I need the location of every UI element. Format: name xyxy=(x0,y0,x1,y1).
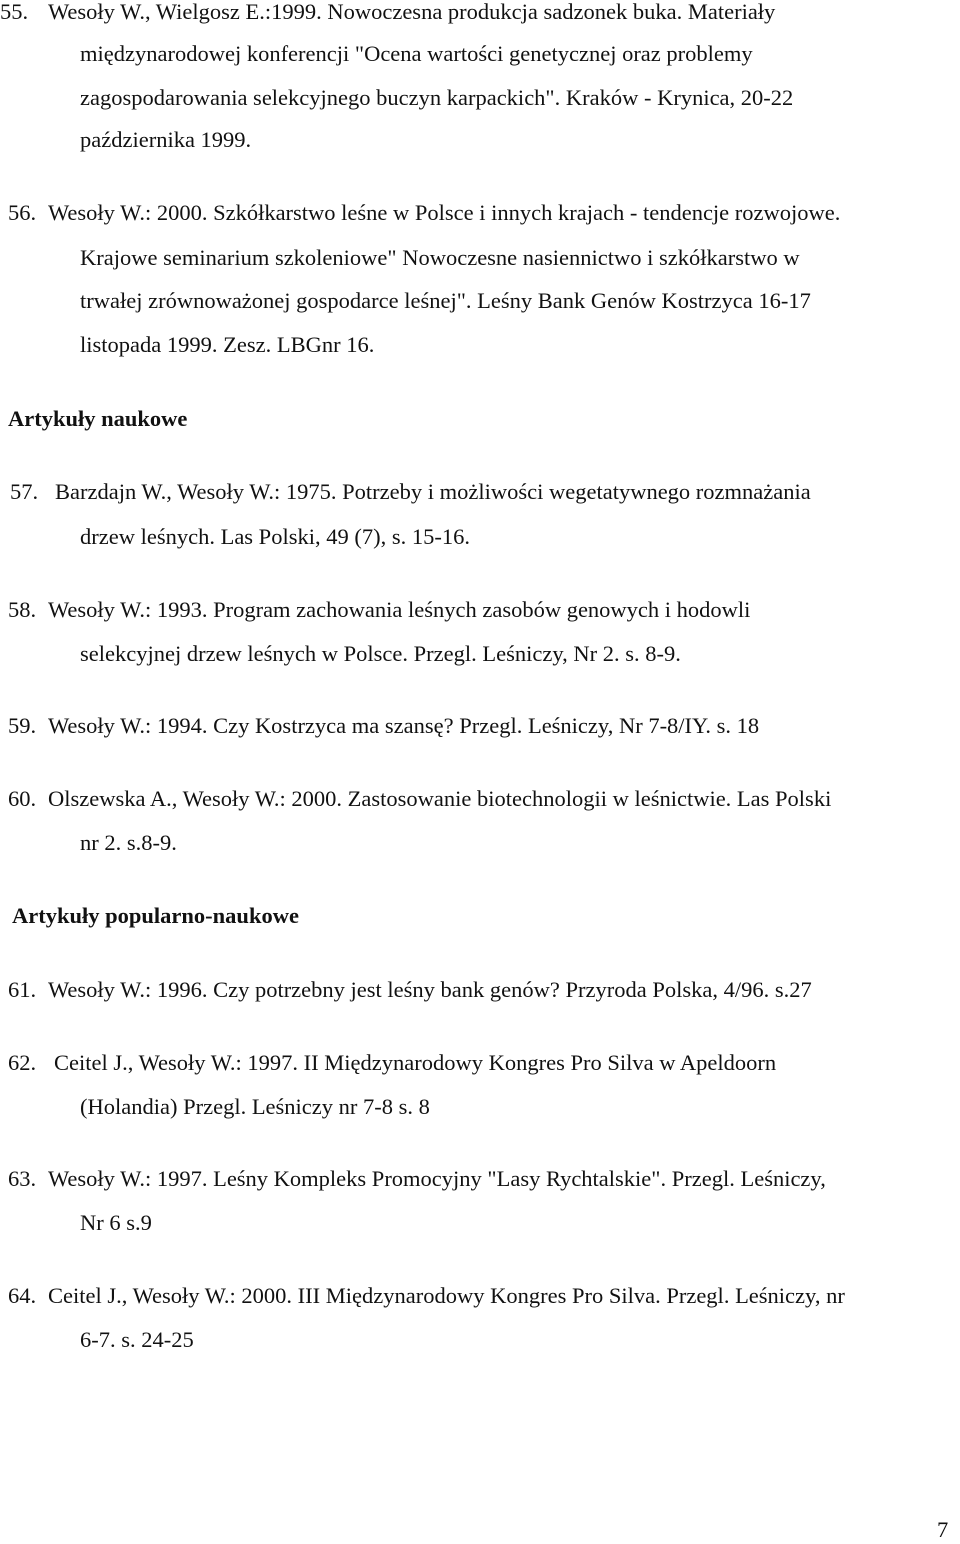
entry-number: 55. xyxy=(0,0,29,24)
entry-text-line: nr 2. s.8-9. xyxy=(80,830,177,855)
entry-number: 59. xyxy=(8,713,37,738)
entry-text-line: 6-7. s. 24-25 xyxy=(80,1327,194,1352)
entry-number: 63. xyxy=(8,1166,37,1191)
entry-text-line: Barzdajn W., Wesoły W.: 1975. Potrzeby i możliwości wegetatywnego rozmnażania xyxy=(55,479,811,504)
entry-text-line: Wesoły W.: 1993. Program zachowania leśnych zasobów genowych i hodowli xyxy=(48,597,751,622)
entry-text-line: Wesoły W.: 1994. Czy Kostrzyca ma szansę? Przegl. Leśniczy, Nr 7-8/IY. s. 18 xyxy=(48,713,760,738)
entry-text-line: drzew leśnych. Las Polski, 49 (7), s. 15-16. xyxy=(80,524,470,549)
entry-text-line: (Holandia) Przegl. Leśniczy nr 7-8 s. 8 xyxy=(80,1094,430,1119)
entry-number: 62. xyxy=(8,1050,37,1075)
entry-text-line: listopada 1999. Zesz. LBGnr 16. xyxy=(80,332,375,357)
entry-text-line: trwałej zrównoważonej gospodarce leśnej". Leśny Bank Genów Kostrzyca 16-17 xyxy=(80,288,811,313)
entry-number: 61. xyxy=(8,977,37,1002)
entry-text-line: Wesoły W.: 1997. Leśny Kompleks Promocyjny "Lasy Rychtalskie". Przegl. Leśniczy, xyxy=(48,1166,826,1191)
entry-text-line: międzynarodowej konferencji "Ocena wartości genetycznej oraz problemy xyxy=(80,41,753,66)
section-heading-popular: Artykuły popularno-naukowe xyxy=(12,903,299,928)
entry-text-line: Wesoły W.: 1996. Czy potrzebny jest leśny bank genów? Przyroda Polska, 4/96. s.27 xyxy=(48,977,812,1002)
entry-number: 60. xyxy=(8,786,37,811)
entry-number: 58. xyxy=(8,597,37,622)
entry-number: 57. xyxy=(10,479,39,504)
entry-text-line: Ceitel J., Wesoły W.: 1997. II Międzynarodowy Kongres Pro Silva w Apeldoorn xyxy=(54,1050,777,1075)
entry-number: 64. xyxy=(8,1283,37,1308)
entry-text-line: Olszewska A., Wesoły W.: 2000. Zastosowanie biotechnologii w leśnictwie. Las Polski xyxy=(48,786,832,811)
entry-number: 56. xyxy=(8,200,37,225)
entry-text-line: Nr 6 s.9 xyxy=(80,1210,152,1235)
entry-text-line: Wesoły W.: 2000. Szkółkarstwo leśne w Polsce i innych krajach - tendencje rozwojowe. xyxy=(48,200,841,225)
entry-text-line: Wesoły W., Wielgosz E.:1999. Nowoczesna produkcja sadzonek buka. Materiały xyxy=(48,0,776,24)
entry-text-line: Krajowe seminarium szkoleniowe" Nowoczesne nasiennictwo i szkółkarstwo w xyxy=(80,245,800,270)
entry-text-line: zagospodarowania selekcyjnego buczyn karpackich". Kraków - Krynica, 20-22 xyxy=(80,85,794,110)
page-number: 7 xyxy=(937,1517,949,1542)
section-heading-scientific: Artykuły naukowe xyxy=(8,406,188,431)
entry-text-line: października 1999. xyxy=(80,127,252,152)
entry-text-line: Ceitel J., Wesoły W.: 2000. III Międzynarodowy Kongres Pro Silva. Przegl. Leśniczy, nr xyxy=(48,1283,845,1308)
entry-text-line: selekcyjnej drzew leśnych w Polsce. Przegl. Leśniczy, Nr 2. s. 8-9. xyxy=(80,641,681,666)
